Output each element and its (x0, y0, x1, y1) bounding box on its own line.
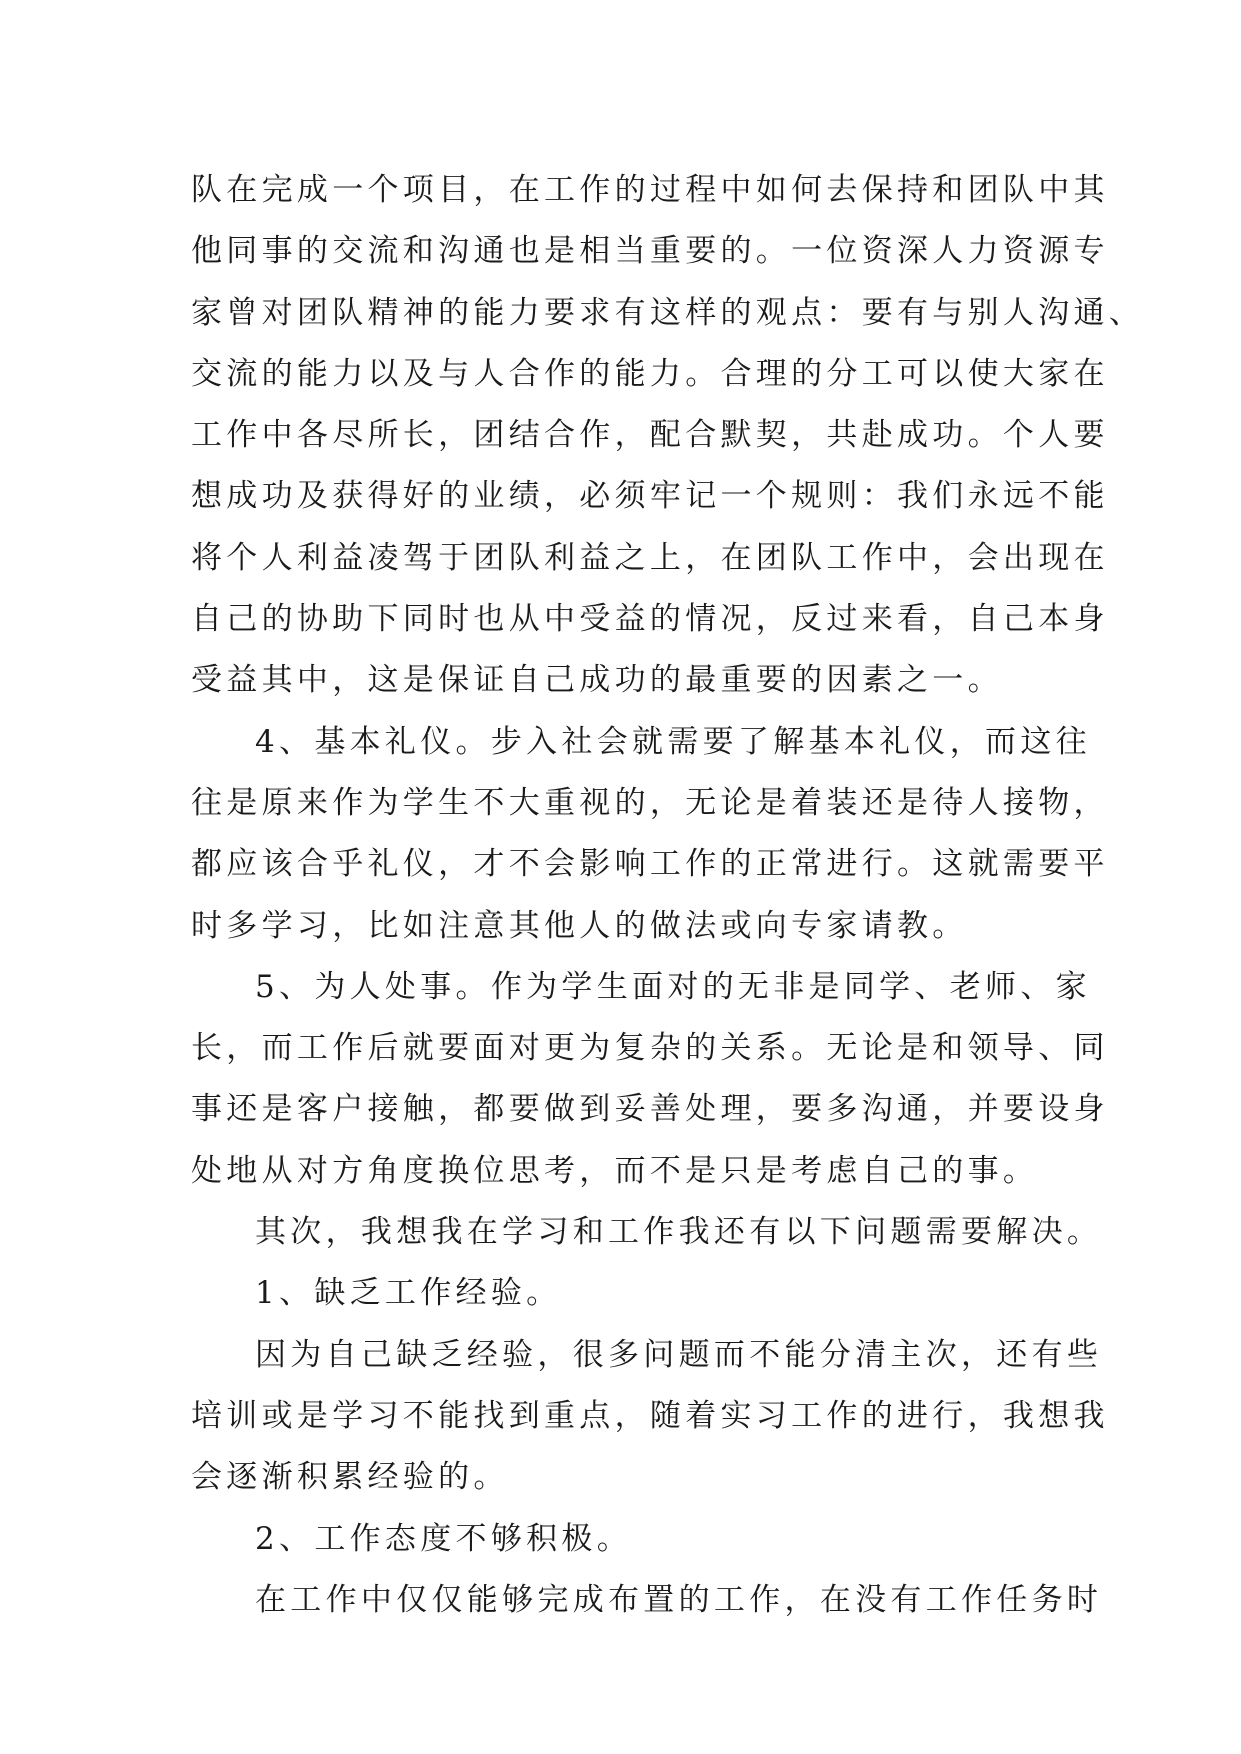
text-line: 5、为人处事。作为学生面对的无非是同学、老师、家 (255, 968, 1091, 1005)
text-line: 往是原来作为学生不大重视的，无论是着装还是待人接物， (191, 784, 1109, 821)
text-line: 会逐渐积累经验的。 (191, 1459, 509, 1496)
text-line: 想成功及获得好的业绩，必须牢记一个规则：我们永远不能 (191, 478, 1109, 515)
text-line: 交流的能力以及与人合作的能力。合理的分工可以使大家在 (191, 355, 1109, 392)
text-line: 将个人利益凌驾于团队利益之上，在团队工作中，会出现在 (191, 539, 1109, 576)
text-line: 4、基本礼仪。步入社会就需要了解基本礼仪，而这往 (255, 723, 1091, 760)
text-line: 受益其中，这是保证自己成功的最重要的因素之一。 (191, 662, 1003, 699)
body-text (191, 160, 1145, 1631)
text-line: 在工作中仅仅能够完成布置的工作，在没有工作任务时 (255, 1581, 1103, 1618)
text-line: 他同事的交流和沟通也是相当重要的。一位资深人力资源专 (191, 233, 1109, 270)
text-line: 自己的协助下同时也从中受益的情况，反过来看，自己本身 (191, 601, 1109, 638)
text-line: 其次，我想我在学习和工作我还有以下问题需要解决。 (255, 1214, 1103, 1251)
text-line: 时多学习，比如注意其他人的做法或向专家请教。 (191, 907, 968, 944)
text-line: 事还是客户接触，都要做到妥善处理，要多沟通，并要设身 (191, 1091, 1109, 1128)
text-line: 工作中各尽所长，团结合作，配合默契，共赴成功。个人要 (191, 417, 1109, 454)
text-line: 2、工作态度不够积极。 (255, 1520, 633, 1557)
text-line: 长，而工作后就要面对更为复杂的关系。无论是和领导、同 (191, 1030, 1109, 1067)
text-line: 培训或是学习不能找到重点，随着实习工作的进行，我想我 (191, 1397, 1109, 1434)
text-line: 1、缺乏工作经验。 (255, 1275, 562, 1312)
text-line: 都应该合乎礼仪，才不会影响工作的正常进行。这就需要平 (191, 846, 1109, 883)
text-line: 因为自己缺乏经验，很多问题而不能分清主次，还有些 (255, 1336, 1103, 1373)
text-line: 处地从对方角度换位思考，而不是只是考虑自己的事。 (191, 1152, 1039, 1189)
text-line: 家曾对团队精神的能力要求有这样的观点：要有与别人沟通、 (191, 294, 1145, 331)
text-line: 队在完成一个项目，在工作的过程中如何去保持和团队中其 (191, 172, 1109, 208)
